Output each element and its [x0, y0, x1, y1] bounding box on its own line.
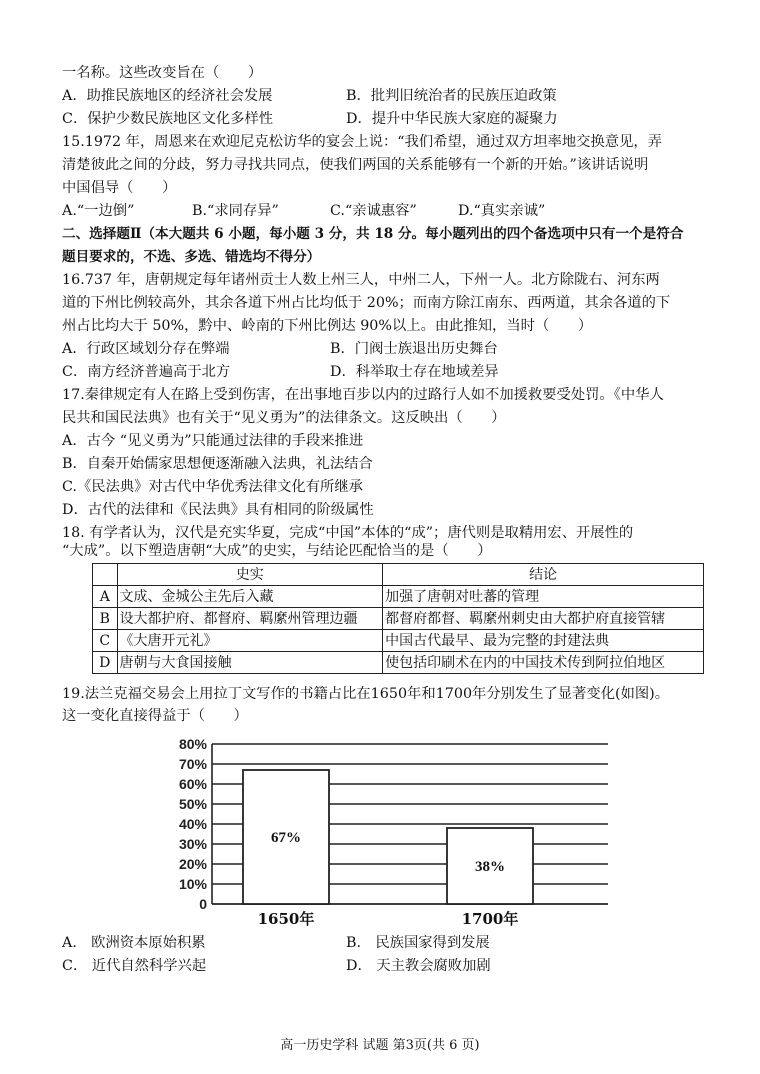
bar-data-label: 67% [271, 830, 301, 846]
table-cell: B [93, 608, 118, 630]
q15-stem-line-2: 清楚彼此之间的分歧，努力寻找共同点，使我们两国的关系能够有一个新的开始。”该讲话说明 [62, 157, 649, 173]
q15-option-b: B.“求同存异” [192, 203, 279, 219]
q16-stem-line-2: 道的下州比例较高外，其余各道下州占比均低于 20%；而南方除江南东、西两道，其余各道的下 [62, 295, 671, 311]
y-tick-label: 50% [178, 796, 207, 812]
bar-data-label: 38% [475, 859, 505, 875]
y-tick-label: 40% [178, 816, 207, 832]
q19-stem-line-1: 19.法兰克福交易会上用拉丁文写作的书籍占比在1650年和1700年分别发生了显著变化(如图)。 [62, 686, 670, 702]
q19-option-d: D． 天主教会腐败加剧 [346, 958, 491, 974]
q17-option-b: B．自秦开始儒家思想便逐渐融入法典，礼法结合 [62, 456, 373, 472]
y-tick-label: 70% [178, 756, 207, 772]
table-cell: 唐朝与大食国接触 [117, 652, 383, 674]
q19-option-c: C． 近代自然科学兴起 [62, 958, 207, 974]
table-cell: 都督府都督、羁縻州刺史由大都护府直接管辖 [383, 608, 704, 630]
q15-stem-line-1: 15.1972 年，周恩来在欢迎尼克松访华的宴会上说：“我们希望，通过双方坦率地交换意见，弄 [62, 134, 662, 150]
q16-option-c: C．南方经济普遍高于北方 [62, 364, 231, 380]
q17-option-d: D．古代的法律和《民法典》具有相同的阶级属性 [62, 502, 374, 518]
y-tick-label: 20% [178, 856, 207, 872]
q16-stem-line-1: 16.737 年，唐朝规定每年诸州贡士人数上州三人，中州二人，下州一人。北方除陇右、河东两 [62, 272, 660, 288]
y-tick-label: 80% [178, 736, 207, 752]
q14-option-d: D．提升中华民族大家庭的凝聚力 [346, 111, 558, 127]
latin-books-bar-chart [160, 734, 620, 930]
table-row [93, 608, 704, 630]
q18-options-table [92, 563, 704, 674]
q19-option-a: A． 欧洲资本原始积累 [62, 935, 206, 951]
q15-option-d: D.“真实亲诚” [458, 203, 546, 219]
q19-stem-line-2: 这一变化直接得益于（ ） [62, 708, 248, 724]
table-cell: 使包括印刷术在内的中国技术传到阿拉伯地区 [383, 652, 704, 674]
table-cell: 文成、金城公主先后入藏 [117, 586, 383, 608]
q17-option-c: C.《民法典》对古代中华优秀法律文化有所继承 [62, 479, 363, 495]
q17-stem-line-2: 民共和国民法典》也有关于“见义勇为”的法律条文。这反映出（ ） [62, 410, 506, 426]
x-category-label: 1700年 [461, 910, 519, 928]
table-row [93, 586, 704, 608]
q17-option-a: A．古今 “见义勇为”只能通过法律的手段来推进 [62, 433, 364, 449]
table-cell: 设大都护府、都督府、羁縻州管理边疆 [117, 608, 383, 630]
table-row [93, 630, 704, 652]
page-footer: 高一历史学科 试题 第3页(共 6 页) [280, 1038, 480, 1053]
q18-stem-line-2: “大成”。以下塑造唐朝“大成”的史实，与结论匹配恰当的是（ ） [62, 543, 492, 559]
section-2-instructions: 题目要求的，不选、多选、错选均不得分） [62, 249, 321, 265]
table-cell: D [93, 652, 118, 674]
q15-option-a: A.“一边倒” [62, 203, 135, 219]
y-tick-label: 30% [178, 836, 207, 852]
table-cell: 《大唐开元礼》 [117, 630, 383, 652]
q14-stem-tail: 一名称。这些改变旨在（ ） [62, 65, 263, 81]
table-row [93, 652, 704, 674]
y-tick-label: 60% [178, 776, 207, 792]
table-header-row [93, 564, 704, 586]
q15-stem-line-3: 中国倡导（ ） [62, 180, 177, 196]
q14-option-b: B．批判旧统治者的民族压迫政策 [346, 88, 557, 104]
y-tick-label: 10% [178, 876, 207, 892]
q19-option-b: B． 民族国家得到发展 [346, 935, 490, 951]
q15-option-c: C.“亲诚惠容” [330, 203, 417, 219]
section-2-heading: 二、选择题Ⅱ（本大题共 6 小题，每小题 3 分，共 18 分。每小题列出的四个备选项中只有一个是符合 [62, 226, 684, 242]
table-cell: 中国古代最早、最为完整的封建法典 [383, 630, 704, 652]
q16-option-b: B．门阀士族退出历史舞台 [330, 341, 498, 357]
table-header-cell [93, 564, 118, 586]
table-header-cell: 结论 [383, 564, 704, 586]
q18-stem-line-1: 18. 有学者认为，汉代是充实华夏，完成“中国”本体的“成”；唐代则是取精用宏、开展性的 [62, 525, 634, 541]
q16-stem-line-3: 州占比均大于 50%，黔中、岭南的下州比例达 90%以上。由此推知，当时（ ） [62, 318, 593, 334]
q16-option-d: D．科举取士存在地域差异 [330, 364, 499, 380]
table-header-cell: 史实 [117, 564, 383, 586]
q14-option-c: C．保护少数民族地区文化多样性 [62, 111, 274, 127]
table-cell: C [93, 630, 118, 652]
q17-stem-line-1: 17.秦律规定有人在路上受到伤害，在出事地百步以内的过路行人如不加援救要受处罚。《中华人 [62, 387, 664, 403]
table-cell: 加强了唐朝对吐蕃的管理 [383, 586, 704, 608]
q14-option-a: A．助推民族地区的经济社会发展 [62, 88, 273, 104]
q16-option-a: A．行政区域划分存在弊端 [62, 341, 230, 357]
y-tick-label: 0 [199, 896, 207, 912]
x-category-label: 1650年 [257, 910, 315, 928]
table-cell: A [93, 586, 118, 608]
